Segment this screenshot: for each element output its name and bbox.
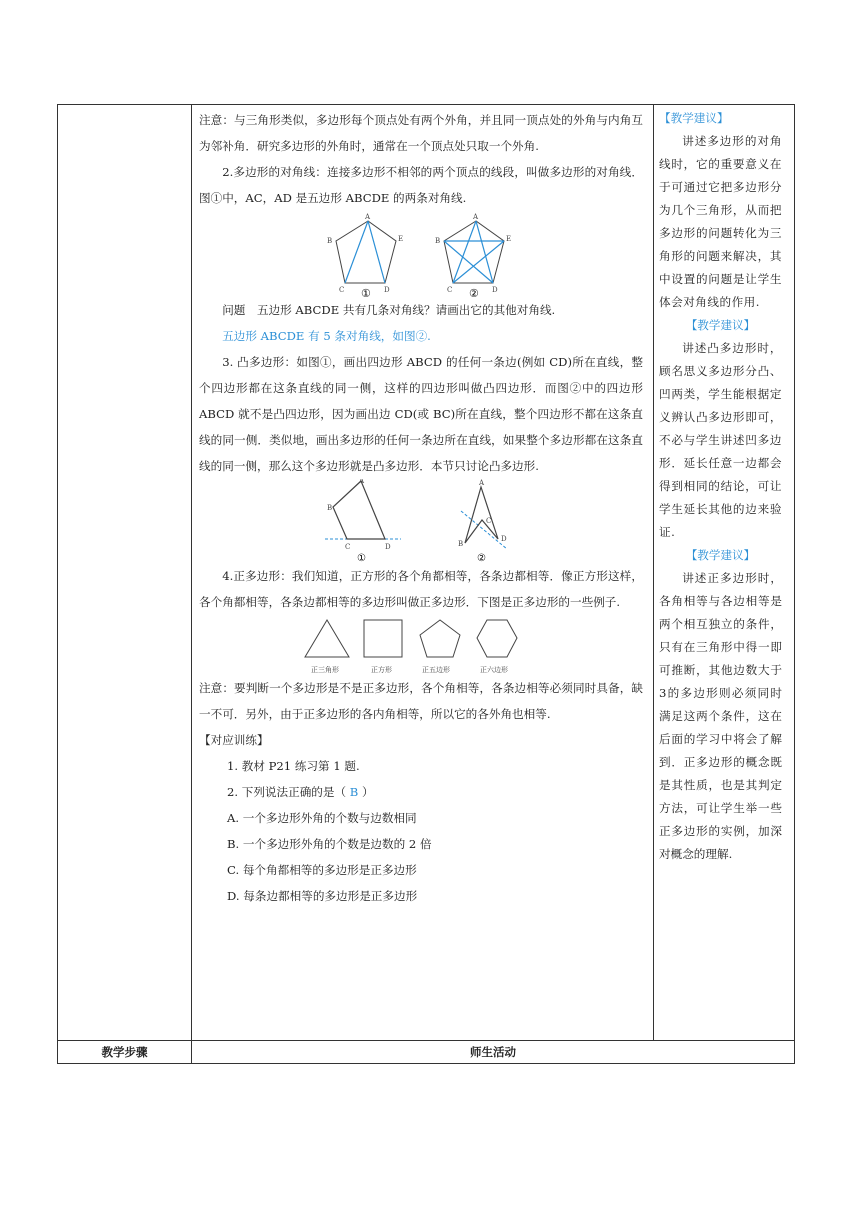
option-c: C. 每个角都相等的多边形是正多边形	[227, 863, 417, 877]
regular-polygons-figure	[301, 615, 541, 675]
advice-text-2: 讲述凸多边形时，顾名思义多边形分凸、凹两类，学生能根据定义辨认凸多边形即可，不必与学生讲述凹多边形．延长任意一边都会得到相同的结论，可让学生延长其他的边来验证.	[659, 341, 782, 539]
pentagon-1	[327, 213, 403, 297]
exercise-2-stem: 2. 下列说法正确的是（	[227, 785, 347, 799]
advice-text-1: 讲述多边形的对角线时，它的重要意义在于可通过它把多边形分为几个三角形，从而把多边形的问题转化为三角形的问题来解决，其中设置的问题是让学生体会对角线的作用.	[659, 134, 782, 309]
label-a2: A	[473, 213, 479, 221]
exercise-1: 1. 教材 P21 练习第 1 题.	[227, 759, 360, 773]
quad1-label-c: C	[345, 543, 351, 551]
figure-number-2: ②	[469, 287, 479, 297]
quad2-label-d: D	[501, 535, 507, 543]
caption-triangle: 正三角形	[311, 666, 339, 674]
label-c2: C	[447, 286, 453, 294]
regular-pentagon-shape	[420, 620, 460, 657]
pentagon-diagonal-figure	[321, 211, 521, 297]
label-e1: E	[398, 235, 404, 243]
option-a: A. 一个多边形外角的个数与边数相同	[227, 811, 417, 825]
quad-figure-number-1: ①	[357, 553, 366, 563]
label-b1: B	[327, 237, 333, 245]
note-exterior-angle: 注意：与三角形类似，多边形每个顶点处有两个外角，并且同一顶点处的外角与内角互为邻补角．研究多边形的外角时，通常在一个顶点处只取一个外角.	[199, 113, 643, 153]
question-text: 问题 五边形 ABCDE 共有几条对角线？请画出它的其他对角线.	[222, 303, 556, 317]
quad1-label-d: D	[385, 543, 391, 551]
quad2-label-c: C	[486, 517, 492, 525]
training-title: 【对应训练】	[199, 733, 269, 747]
note-regular: 注意：要判断一个多边形是不是正多边形，各个角相等，各条边相等必须同时具备，缺一不可．另外，由于正多边形的各内角相等，所以它的各外角也相等.	[199, 681, 643, 721]
figure-number-1: ①	[361, 287, 371, 297]
answer-text: 五边形 ABCDE 有 5 条对角线，如图②.	[222, 329, 431, 343]
convex-definition: 3. 凸多边形：如图①，画出四边形 ABCD 的任何一条边(例如 CD)所在直线，整个四边形都在这条直线的同一侧，这样的四边形叫做凸四边形．而图②中的四边形 ABCD 就不是凸四边形，因为画出边 CD(或 BC)所在直线，整个四边形不都在这条直线的同一侧．类似地，画出多边形的任何一条边所在直线，如果整个多边形都在这条直线的同一侧，那么这个多边形就是凸多边形．本节只讨论凸多边形.	[199, 355, 643, 473]
teaching-advice-column	[653, 105, 788, 1040]
advice-heading-1: 【教学建议】	[659, 111, 729, 125]
footer-activities: 师生活动	[470, 1045, 516, 1059]
caption-square: 正方形	[371, 666, 392, 674]
caption-pentagon: 正五边形	[422, 666, 450, 674]
advice-heading-2: 【教学建议】	[685, 318, 756, 332]
footer-teaching-steps: 教学步骤	[101, 1045, 148, 1059]
quad-figure-number-2: ②	[477, 553, 486, 563]
exercise-2-close: ）	[361, 785, 374, 799]
regular-triangle-shape	[305, 620, 349, 657]
option-b: B. 一个多边形外角的个数是边数的 2 倍	[227, 837, 432, 851]
square-shape	[364, 620, 402, 657]
advice-text-3: 讲述正多边形时，各角相等与各边相等是两个相互独立的条件，只有在三角形中得一即可推断，其他边数大于3的多边形则必须同时满足这两个条件，这在后面的学习中将会了解到．正多边形的概念既是其性质，也是其判定方法，可让学生举一些正多边形的实例，加深对概念的理解.	[659, 571, 782, 861]
main-content	[191, 105, 653, 1040]
lesson-table	[57, 104, 795, 1064]
convex-quadrilateral	[325, 479, 401, 563]
label-d2: D	[492, 286, 498, 294]
quad2-label-b: B	[458, 540, 464, 548]
label-e2: E	[506, 235, 512, 243]
label-b2: B	[435, 237, 441, 245]
diagonal-definition: 2.多边形的对角线：连接多边形不相邻的两个顶点的线段，叫做多边形的对角线．图①中，AC，AD 是五边形 ABCDE 的两条对角线.	[199, 165, 643, 205]
quad1-label-a: A	[359, 479, 365, 485]
exercise-2-answer: B	[346, 785, 362, 799]
label-d1: D	[384, 286, 390, 294]
caption-hexagon: 正六边形	[480, 666, 508, 674]
quadrilateral-figure	[321, 479, 521, 563]
option-d: D. 每条边都相等的多边形是正多边形	[227, 889, 418, 903]
label-a1: A	[365, 213, 371, 221]
quad1-label-b: B	[327, 504, 333, 512]
exercise-2	[199, 779, 643, 805]
quad2-label-a: A	[479, 479, 485, 487]
pentagon-2	[435, 213, 511, 297]
label-c1: C	[339, 286, 345, 294]
regular-hexagon-shape	[477, 620, 517, 657]
regular-polygon-definition: 4.正多边形：我们知道，正方形的各个角都相等，各条边都相等．像正方形这样，各个角都相等，各条边都相等的多边形叫做正多边形．下图是正多边形的一些例子.	[199, 569, 643, 609]
concave-quadrilateral	[458, 479, 507, 563]
advice-heading-3: 【教学建议】	[685, 548, 756, 562]
